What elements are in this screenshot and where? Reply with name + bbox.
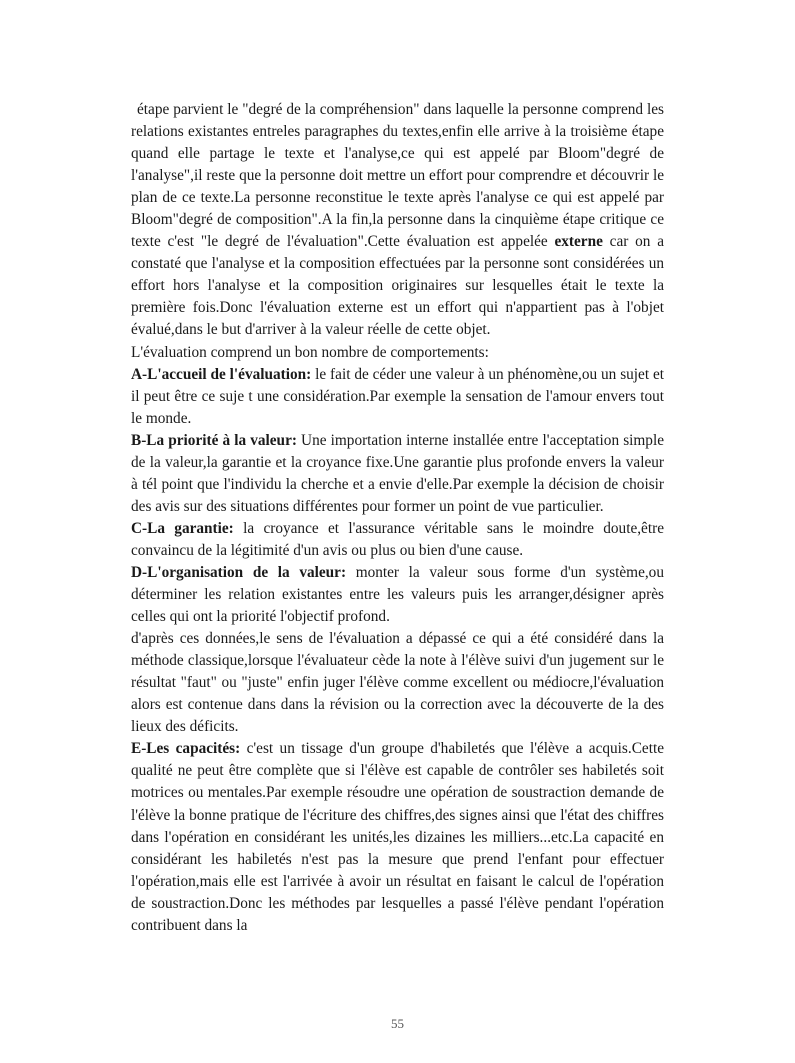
item-heading-d: D-L'organisation de la valeur: (131, 563, 347, 581)
paragraph-item-a (131, 364, 664, 430)
item-text-d: monter la valeur sous forme d'un système,ou déterminer les relation existantes entre les valeurs puis les arranger,désigner après celles qui ont la priorité l'objectif profond. (131, 563, 664, 626)
item-text-c: la croyance et l'assurance véritable sans le moindre doute,être convaincu de la légitimité d'un avis ou plus ou bien d'une cause. (131, 519, 664, 559)
paragraph-text: d'après ces données,le sens de l'évaluation a dépassé ce qui a été considéré dans la méthode classique,lorsque l'évaluateur cède la note à l'élève suivi d'un jugement sur le résultat "faut" ou "juste" enfin juger l'élève comme excellent ou médiocre,l'évaluation alors est contenue dans dans la révision ou la correction avec la découverte de la des lieux des déficits. (131, 630, 664, 736)
paragraph-item-d (131, 562, 664, 628)
item-text-a: le fait de céder une valeur à un phénomène,ou un sujet et il peut être ce suje t une considération.Par exemple la sensation de l'amour envers tout le monde. (131, 365, 664, 427)
paragraph-behaviors-intro (131, 342, 664, 364)
paragraph-intro-text: étape parvient le "degré de la compréhension" dans laquelle la personne comprend les relations existantes entreles paragraphes du textes,enfin elle arrive à la troisième étape quand elle partage le texte et l'analyse,ce qui est appelé par Bloom"degré de l'analyse",il reste que la personne doit mettre un effort pour comprendre et découvrir le plan de ce texte.La personne reconstitue le texte après l'analyse ce qui est appelé par Bloom"degré de composition".A la fin,la personne dans la cinquième étape critique ce texte c'est "le degré de l'évaluation".Cette évaluation est appelée (131, 101, 664, 251)
paragraph-item-e (131, 738, 664, 936)
document-body (131, 99, 664, 937)
page-number: 55 (391, 1016, 404, 1031)
paragraph-item-c (131, 518, 664, 562)
bold-term-externe: externe (554, 233, 603, 251)
item-text-e: c'est un tissage d'un groupe d'habiletés que l'élève a acquis.Cette qualité ne peut être complète que si l'élève est capable de contrôler ses habiletés soit motrices ou mentales.Par exemple résoudre une opération de soustraction demande de l'élève la bonne pratique de l'écriture des chiffres,des signes ainsi que l'état des chiffres dans l'opération en considérant les unités,les dizaines les milliers...etc.La capacité en considérant les habiletés n'est pas la mesure que prend l'enfant pour effectuer l'opération,mais elle est l'arrivée à avoir un résultat en faisant le calcul de l'opération de soustraction.Donc les méthodes par lesquelles a passé l'élève pendant l'opération contribuent dans la (131, 740, 664, 934)
paragraph-intro (131, 99, 664, 342)
paragraph-intro-text-after: car on a constaté que l'analyse et la composition effectuées par la personne sont considérées un effort hors l'analyse et la composition originaires sur lesquelles était le texte la première fois.Donc l'évaluation externe est un effort qui n'appartient pas à l'objet évalué,dans le but d'arriver à la valeur réelle de cette objet. (131, 233, 664, 339)
paragraph-item-b (131, 430, 664, 518)
item-heading-a: A-L'accueil de l'évaluation: (131, 365, 312, 383)
paragraph-classical-method (131, 628, 664, 738)
item-text-b: Une importation interne installée entre l'acceptation simple de la valeur,la garantie et la croyance fixe.Une garantie plus profonde envers la valeur à tél point que l'individu la cherche et a envie d'elle.Par exemple la décision de choisir des avis sur des situations différentes pour former un point de vue particulier. (131, 431, 664, 515)
item-heading-c: C-La garantie: (131, 519, 234, 537)
paragraph-text: L'évaluation comprend un bon nombre de comportements: (131, 343, 489, 361)
item-heading-e: E-Les capacités: (131, 740, 241, 758)
item-heading-b: B-La priorité à la valeur: (131, 431, 297, 449)
